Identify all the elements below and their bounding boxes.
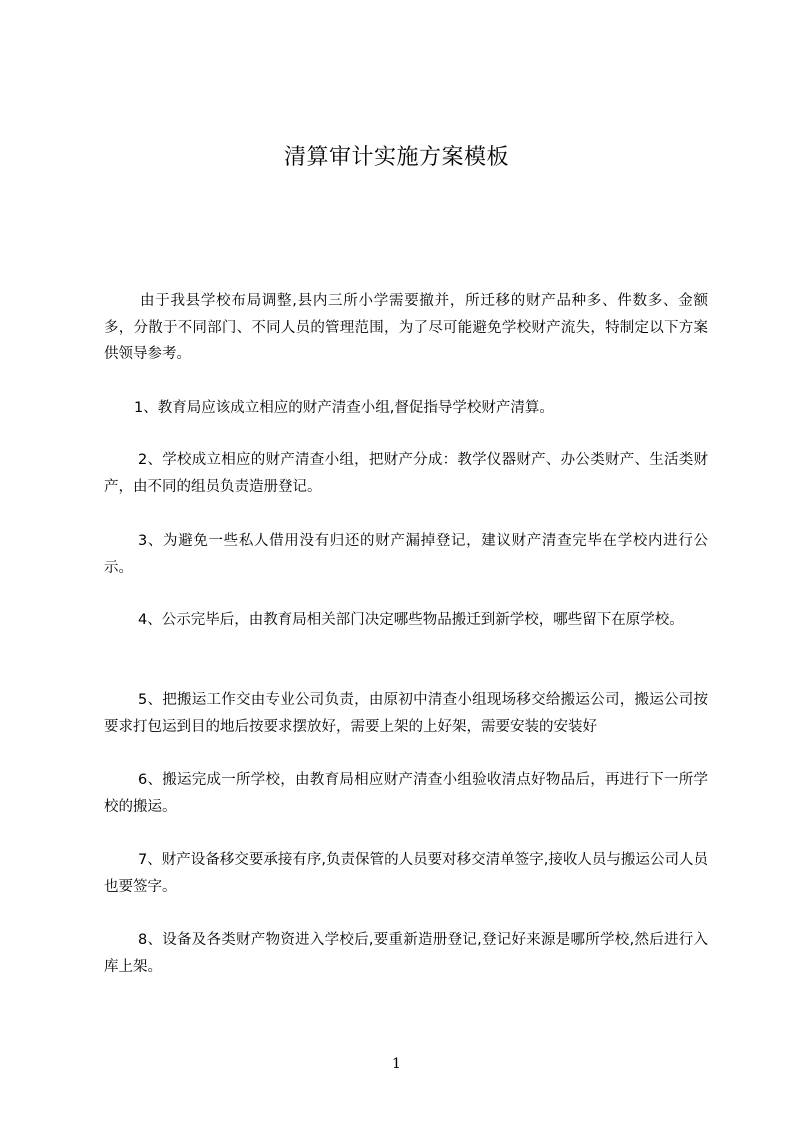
- list-item-3: 3、为避免一些私人借用没有归还的财产漏掉登记，建议财产清查完毕在学校内进行公示。: [104, 533, 708, 576]
- page-number: 1: [392, 1056, 401, 1072]
- list-item-5: 5、把搬运工作交由专业公司负责，由原初中清查小组现场移交给搬运公司，搬运公司按要求打包运到目的地后按要求摆放好，需要上架的上好架，需要安装的安装好: [104, 692, 708, 735]
- list-item-8: 8、设备及各类财产物资进入学校后,要重新造册登记,登记好来源是哪所学校,然后进行入库上架。: [104, 932, 708, 975]
- list-item-6: 6、搬运完成一所学校，由教育局相应财产清查小组验收清点好物品后，再进行下一所学校的搬运。: [104, 772, 708, 815]
- list-item-1: 1、教育局应该成立相应的财产清查小组,督促指导学校财产清算。: [134, 400, 554, 416]
- document-title: 清算审计实施方案模板: [283, 145, 509, 170]
- list-item-7: 7、财产设备移交要承接有序,负责保管的人员要对移交清单签字,接收人员与搬运公司人员也要签字。: [104, 852, 708, 895]
- intro-paragraph: 由于我县学校布局调整,县内三所小学需要撤并，所迁移的财产品种多、件数多、金额多，分散于不同部门、不同人员的管理范围，为了尽可能避免学校财产流失，特制定以下方案供领导参考。: [104, 293, 708, 362]
- list-item-4: 4、公示完毕后，由教育局相关部门决定哪些物品搬迁到新学校，哪些留下在原学校。: [138, 612, 684, 628]
- list-item-2: 2、学校成立相应的财产清查小组，把财产分成：教学仪器财产、办公类财产、生活类财产，由不同的组员负责造册登记。: [104, 452, 708, 495]
